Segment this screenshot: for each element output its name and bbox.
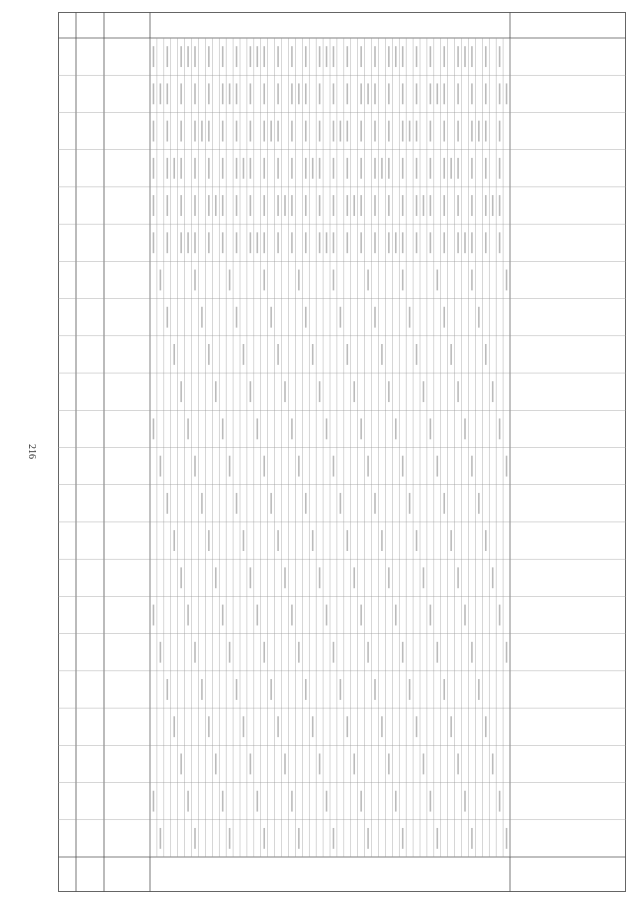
page-number: 216 [26,444,37,459]
data-table [58,12,626,892]
table-border [59,13,626,892]
